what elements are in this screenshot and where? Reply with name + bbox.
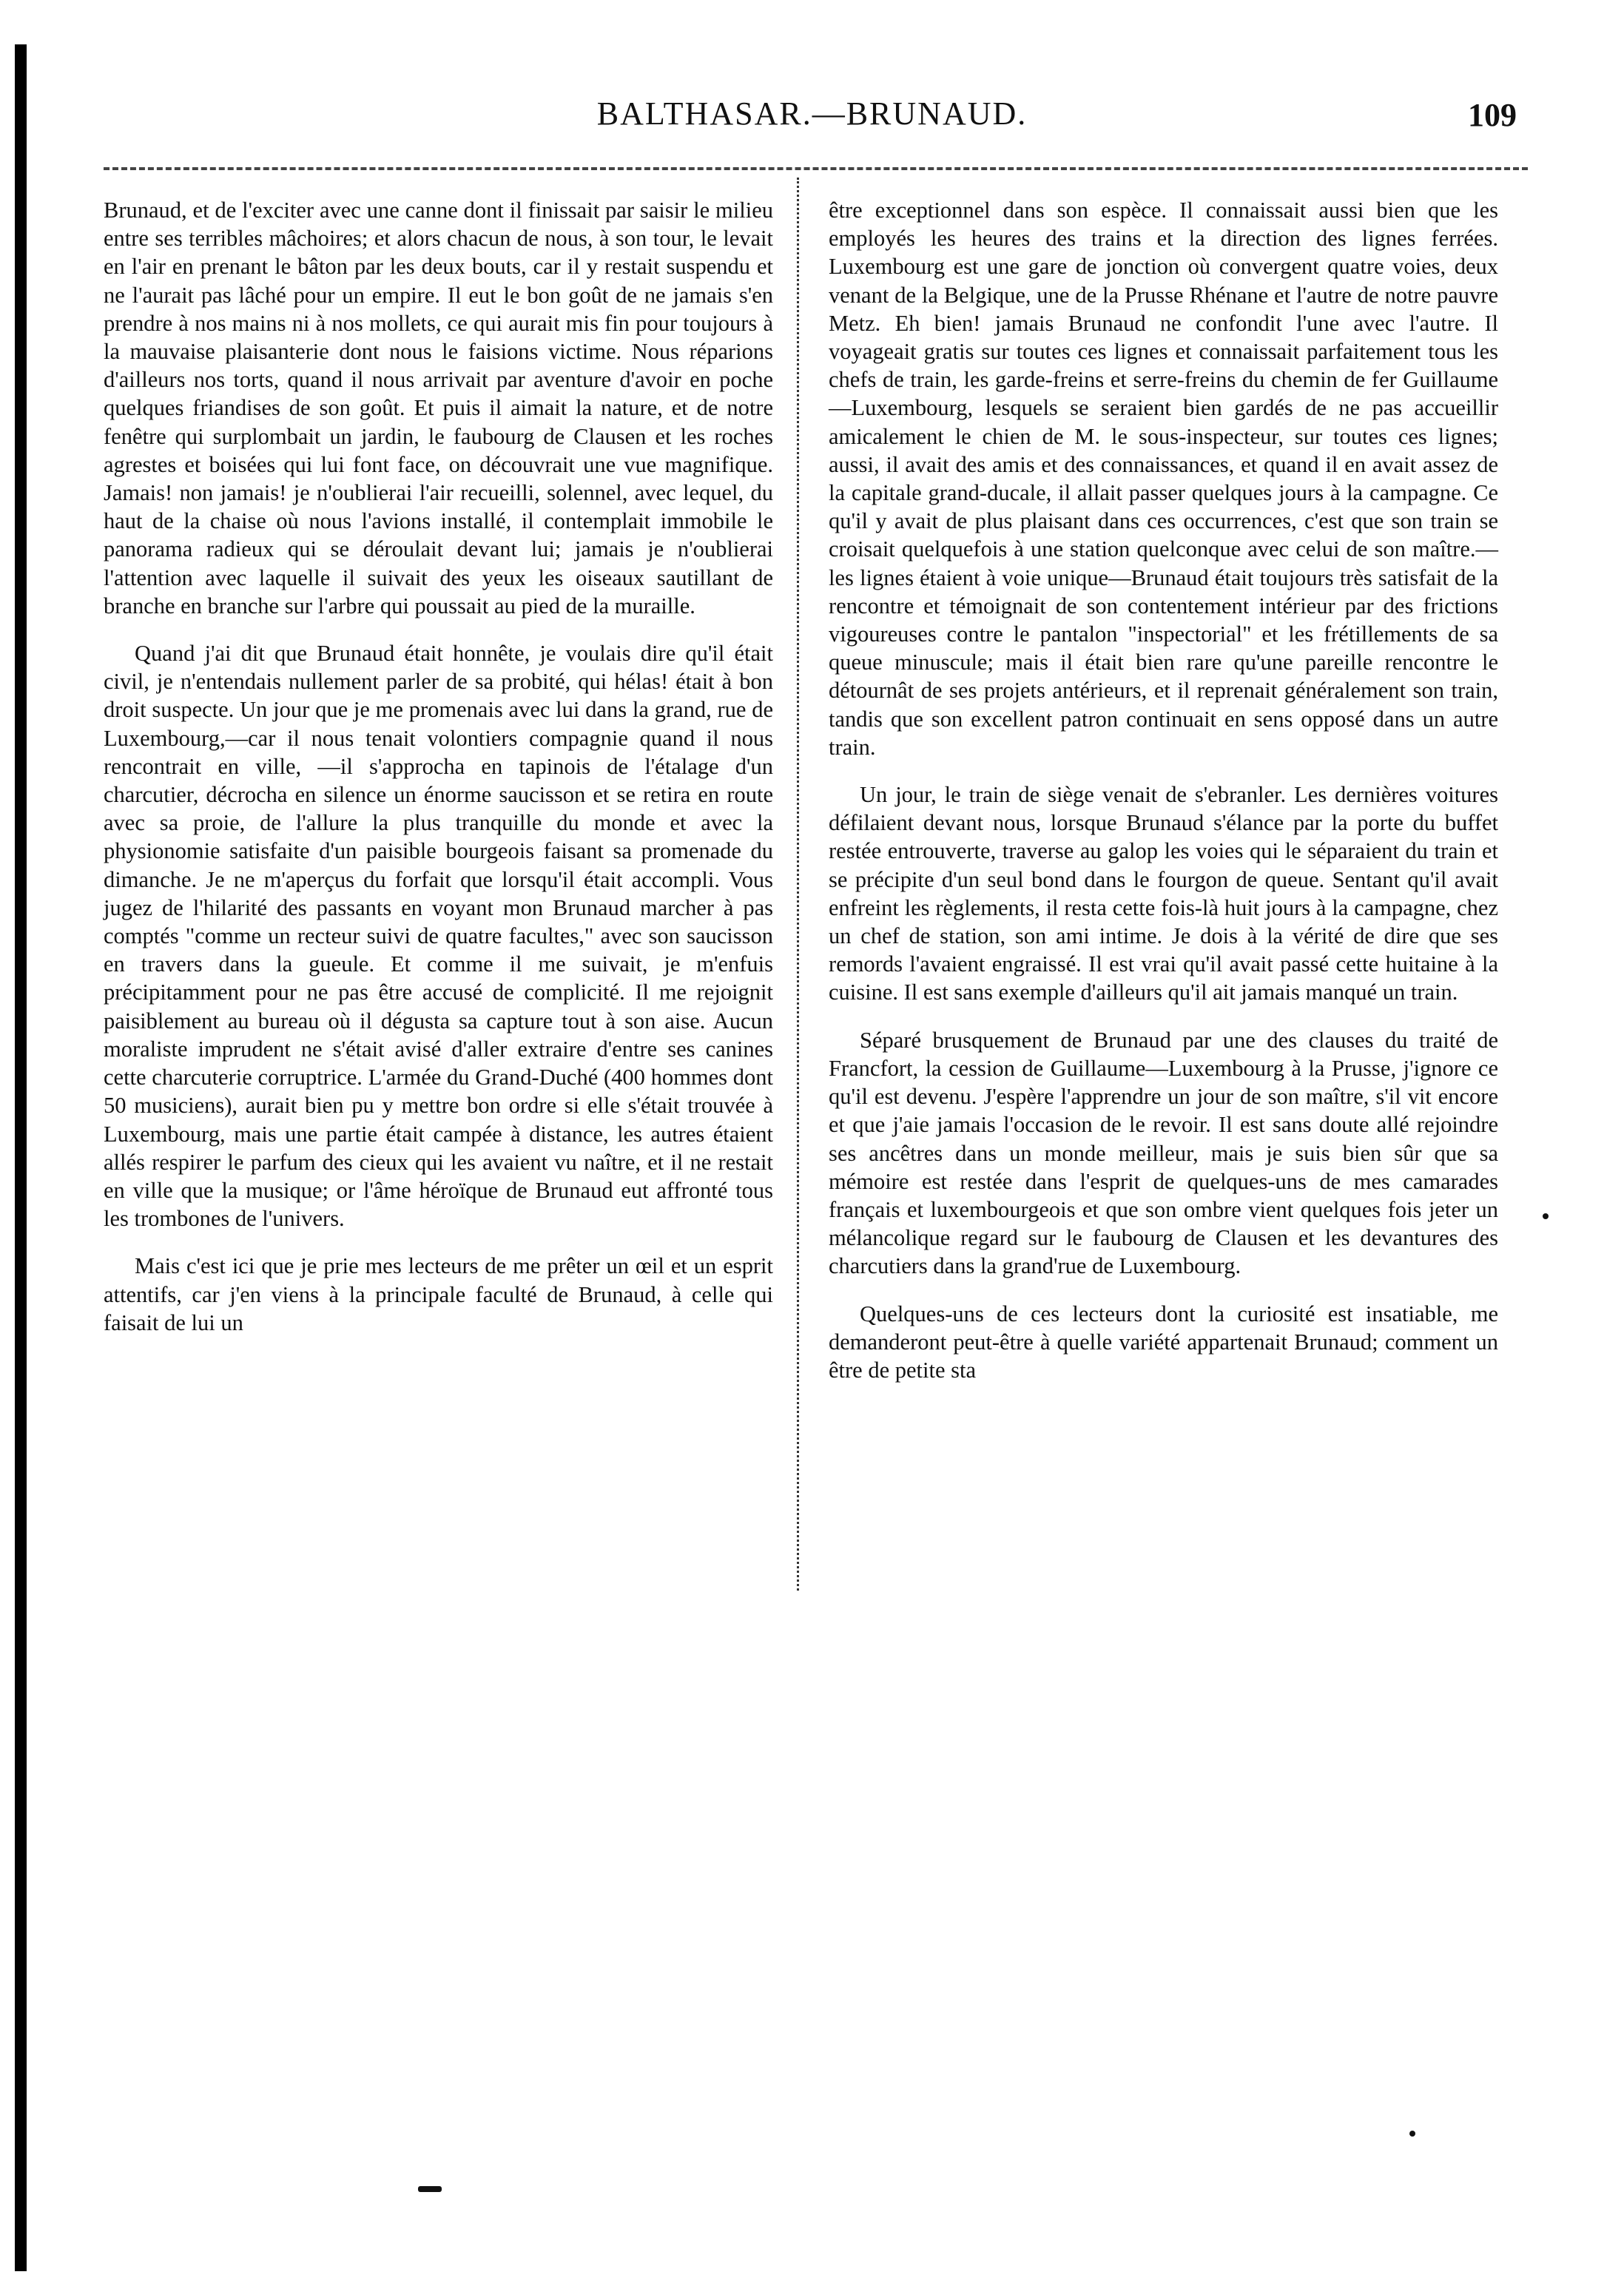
right-paragraph-4: Quelques-uns de ces lecteurs dont la curiosité est insatiable, me demanderont peut-être à quelle variété appartenait Brunaud; comment un être de petite sta xyxy=(829,1301,1498,1383)
left-paragraph-3: Mais c'est ici que je prie mes lecteurs de me prêter un œil et un esprit attentifs, car j'en viens à la principale faculté de Brunaud, à celle qui faisait de lui un xyxy=(104,1253,773,1335)
right-column xyxy=(829,196,1498,1403)
running-title: BALTHASAR.—BRUNAUD. xyxy=(596,95,1028,132)
right-paragraph-3: Séparé brusquement de Brunaud par une des clauses du traité de Francfort, la cession de Guillaume—Luxembourg à la Prusse, j'ignore ce qu'il est devenu. J'espère l'apprendre un jour de son maître, s'il vit encore et que j'aie jamais l'occasion de le revoir. Il est sans doute allé rejoindre ses ancêtres dans un monde meilleur, mais je suis bien sûr que sa mémoire est restée dans l'esprit de quelques-uns de mes camarades français et luxembourgeois et que son ombre vient quelques fois jeter un mélancolique regard sur le faubourg de Clausen et les devantures des charcutiers dans la grand'rue de Luxembourg. xyxy=(829,1027,1498,1279)
right-paragraph-2: Un jour, le train de siège venait de s'ebranler. Les dernières voitures défilaient devant nous, lorsque Brunaud s'élance par la porte du buffet restée entrouverte, traverse au galop les voies qui le séparaient du train et se précipite d'un seul bond dans le fourgon de queue. Sentant qu'il avait enfreint les règlements, il resta cette fois-là huit jours à la campagne, chez un chef de station, son ami intime. Je dois à la vérité de dire que ses remords l'avaient engraissé. Il est vrai qu'il avait passé cette huitaine à la cuisine. Il est sans exemple d'ailleurs qu'il ait jamais manqué un train. xyxy=(829,782,1498,1005)
scan-speck xyxy=(1409,2131,1415,2137)
scan-speck xyxy=(1543,1213,1549,1219)
scan-ink-mark xyxy=(418,2186,442,2192)
right-paragraph-1: être exceptionnel dans son espèce. Il connaissait aussi bien que les employés les heures des trains et la direction des lignes ferrées. Luxembourg est une gare de jonction où convergent quatre voies, deux venant de la Belgique, une de la Prusse Rhénane et l'autre de notre pauvre Metz. Eh bien! jamais Brunaud ne confondit l'une avec l'autre. Il voyageait gratis sur toutes ces lignes et connaissait parfaitement tous les chefs de train, les garde-freins et serre-freins du chemin de fer Guillaume—Luxembourg, lesquels se seraient bien gardés de ne pas accueillir amicalement le chien de M. le sous-inspecteur, sur toutes ces lignes; aussi, il avait des amis et des connaissances, et quand il en avait assez de la capitale grand-ducale, il allait passer quelques jours à la campagne. Ce qu'il y avait de plus plaisant dans ces occurrences, c'est que son train se croisait quelquefois à une station quelconque avec celui de son maître.—les lignes étaient à voie unique—Brunaud était toujours très satisfait de la rencontre et témoignait de son contentement intérieur par des frictions vigoureuses contre le pantalon "inspectorial" et les frétillements de sa queue minuscule; mais il était bien rare qu'une pareille rencontre le détournât de ses projets antérieurs, et il reprenait généralement son train, tandis que son excellent patron continuait en sens opposé dans un autre train. xyxy=(829,198,1498,760)
left-paragraph-2: Quand j'ai dit que Brunaud était honnête, je voulais dire qu'il était civil, je n'entendais nullement parler de sa probité, qui hélas! était à bon droit suspecte. Un jour que je me promenais avec lui dans la grand, rue de Luxembourg,—car il nous tenait volontiers compagnie quand il nous rencontrait en ville, —il s'approcha en tapinois de l'étalage d'un charcutier, décrocha en silence un énorme saucisson et se retira en route avec sa proie, de l'allure la plus tranquille du monde et avec la physionomie satisfaite d'un paisible bourgeois faisant sa promenade du dimanche. Je ne m'aperçus du forfait que lorsqu'il était accompli. Vous jugez de l'hilarité des passants en voyant mon Brunaud marcher à pas comptés "comme un recteur suivi de quatre facultes," avec son saucisson en travers dans la gueule. Et comme il me suivait, je m'enfuis précipitamment pour ne pas être accusé de complicité. Il me rejoignit paisiblement au bureau où il dégusta sa capture tout à son aise. Aucun moraliste imprudent ne s'était avisé d'aller extraire d'entre ses canines cette charcuterie corruptrice. L'armée du Grand-Duché (400 hommes dont 50 musiciens), aurait bien pu y mettre bon ordre si elle s'était trouvée à Luxembourg, mais une partie était campée à distance, les autres étaient allés respirer le parfum des cieux qui les avaient vu naître, et il ne restait en ville que la musique; or l'âme héroïque de Brunaud eut affronté tous les trombones de l'univers. xyxy=(104,641,773,1232)
column-divider xyxy=(797,178,799,1591)
left-column xyxy=(104,196,773,1356)
page-number: 109 xyxy=(1468,97,1517,133)
scan-edge-bar xyxy=(15,44,27,2271)
left-paragraph-1: Brunaud, et de l'exciter avec une canne dont il finissait par saisir le milieu entre ses terribles mâchoires; et alors chacun de nous, à son tour, le levait en l'air en prenant le bâton par les deux bouts, car il y restait suspendu et ne l'aurait pas lâché pour un empire. Il eut le bon goût de ne jamais s'en prendre à nos mains ni à nos mollets, ce qui aurait mis fin pour toujours à la mauvaise plaisanterie dont nous le faisions victime. Nous réparions d'ailleurs nos torts, quand il nous arrivait par aventure d'avoir en poche quelques friandises de son goût. Et puis il aimait la nature, et de notre fenêtre qui surplombait un jardin, le faubourg de Clausen et les roches agrestes et boisées qui lui font face, on découvrait une vue magnifique. Jamais! non jamais! je n'oublierai l'air recueilli, solennel, avec lequel, du haut de la chaise où nous l'avions installé, il contemplait immobile le panorama radieux qui se déroulait devant lui; jamais je n'oublierai l'attention avec laquelle il suivait des yeux les oiseaux sautillant de branche en branche sur l'arbre qui poussait au pied de la muraille. xyxy=(104,198,773,618)
header-rule xyxy=(104,167,1528,170)
